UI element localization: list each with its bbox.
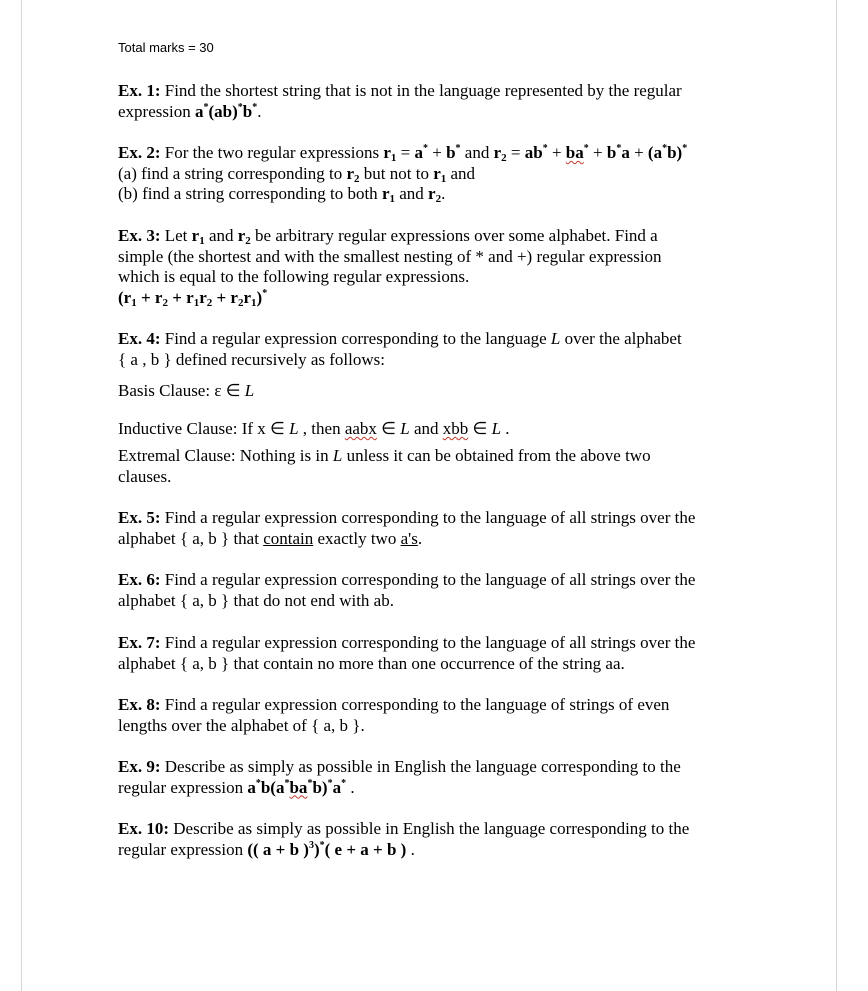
ex4-extremal-clause: Extremal Clause: Nothing is in L unless it can be obtained from the above two clauses. bbox=[118, 446, 651, 486]
exercise-9: Ex. 9: Describe as simply as possible in English the language corresponding to the regular expression a*b(a*ba*b)*a* . bbox=[118, 757, 681, 797]
exercise-2: Ex. 2: For the two regular expressions $r_1 = a^* + b^*$ and $r_2 = ab^* + ba^* + b^*a + (a^*b)^*$ (a) find a string corresponding to $r_2$ but not to $r_1$ and (b) find a string corresponding to both $r_1$ and $r_2$. bbox=[118, 143, 688, 205]
ex4-basis-clause: Basis Clause: ε ∈ L bbox=[118, 381, 255, 400]
total-marks: Total marks = 30 bbox=[118, 40, 214, 55]
ex1-label: Ex. 1: bbox=[118, 81, 161, 100]
ex4-label: Ex. 4: bbox=[118, 329, 161, 348]
exercise-8: Ex. 8: Find a regular expression corresponding to the language of strings of even lengths over the alphabet of { a, b }. bbox=[118, 695, 670, 735]
ex6-label: Ex. 6: bbox=[118, 570, 161, 589]
exercise-10: Ex. 10: Describe as simply as possible in English the language corresponding to the regular expression (( a + b )$^3$)*( e + a + b ) . bbox=[118, 819, 690, 859]
ex7-label: Ex. 7: bbox=[118, 633, 161, 652]
document-page bbox=[21, 0, 837, 991]
exercise-7: Ex. 7: Find a regular expression corresponding to the language of all strings over the alphabet { a, b } that contain no more than one occurrence of the string aa. bbox=[118, 633, 696, 673]
ex3-label: Ex. 3: bbox=[118, 226, 161, 245]
exercise-1: Ex. 1: Find the shortest string that is not in the language represented by the regular expression a*(ab)*b*. bbox=[118, 81, 682, 121]
ex9-label: Ex. 9: bbox=[118, 757, 161, 776]
exercise-5: Ex. 5: Find a regular expression corresponding to the language of all strings over the alphabet { a, b } that contain exactly two a's. bbox=[118, 508, 696, 548]
exercise-6: Ex. 6: Find a regular expression corresponding to the language of all strings over the alphabet { a, b } that do not end with ab. bbox=[118, 570, 696, 610]
ex8-label: Ex. 8: bbox=[118, 695, 161, 714]
exercise-3: Ex. 3: Let $r_1$ and $r_2$ be arbitrary regular expressions over some alphabet. Find a simple (the shortest and with the smallest nesting of * and +) regular expression which is equal to the following regular expressions. $(r_1 + r_2 + r_1r_2 + r_2r_1)^*$ bbox=[118, 226, 662, 309]
ex10-label: Ex. 10: bbox=[118, 819, 169, 838]
ex5-label: Ex. 5: bbox=[118, 508, 161, 527]
ex4-inductive-clause: Inductive Clause: If x ∈ L , then aabx ∈ L and xbb ∈ L . bbox=[118, 419, 510, 438]
ex2-label: Ex. 2: bbox=[118, 143, 161, 162]
exercise-4: Ex. 4: Find a regular expression corresponding to the language L over the alphabet { a , b } defined recursively as follows: bbox=[118, 329, 682, 369]
